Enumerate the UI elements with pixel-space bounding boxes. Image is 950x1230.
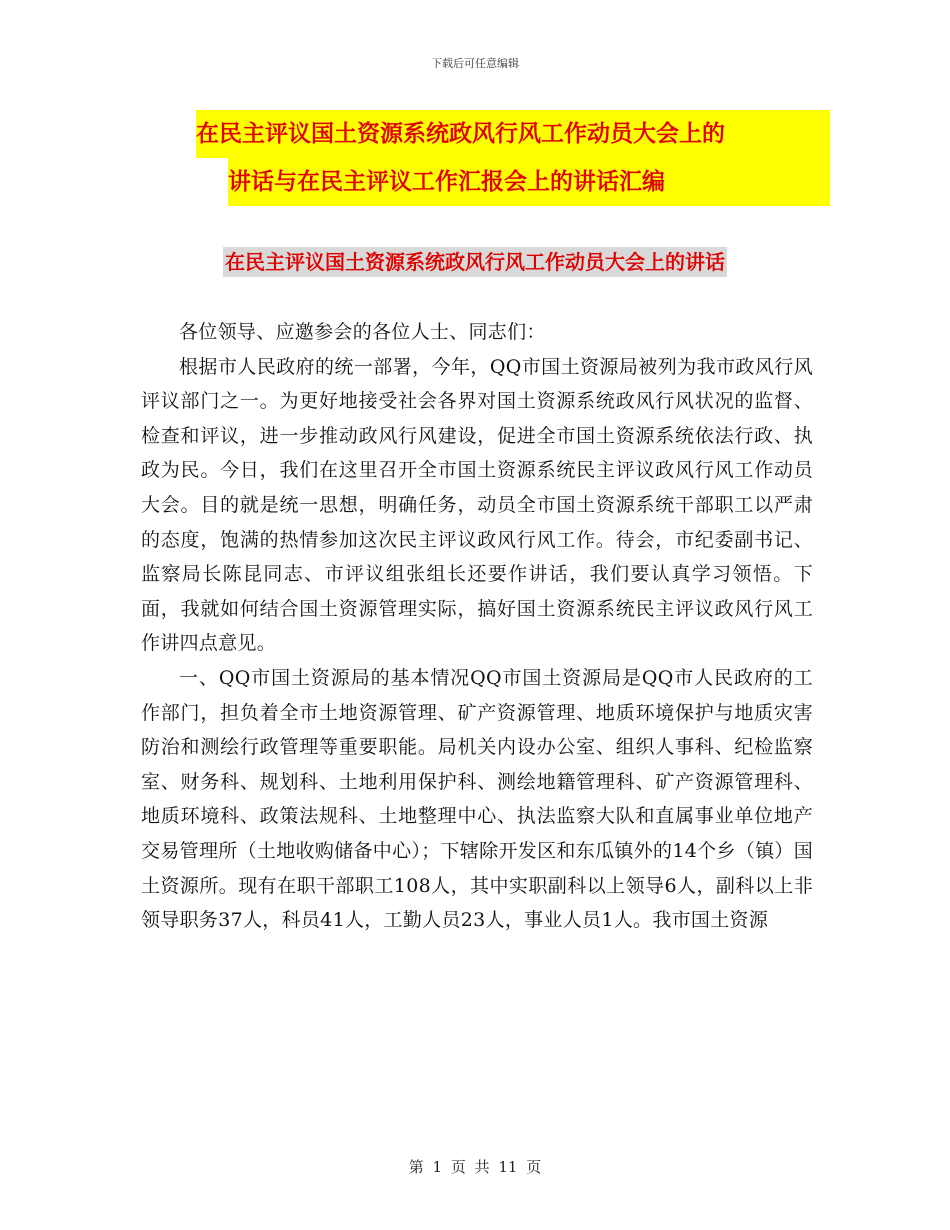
- document-title: [190, 110, 830, 206]
- document-title-line-1: [196, 110, 830, 158]
- document-title-line-2: [228, 158, 830, 206]
- salutation-paragraph: 各位领导、应邀参会的各位人士、同志们：: [179, 321, 546, 343]
- header-note: 下载后可任意编辑: [431, 57, 519, 70]
- section-title: [0, 246, 950, 275]
- section-title-text: 在民主评议国土资源系统政风行风工作动员大会上的讲话: [223, 247, 727, 277]
- body-paragraph: 根据市人民政府的统一部署，今年，QQ市国土资源局被列为我市政风行风评议部门之一。为更好地接受社会各界对国土资源系统政风行风状况的监督、检查和评议，进一步推动政风行风建设，促进全市国土资源系统依法行政、执政为民。今日，我们在这里召开全市国土资源系统民主评议政风行风工作动员大会。目的就是统一思想，明确任务，动员全市国土资源系统干部职工以严肃的态度，饱满的热情参加这次民主评议政风行风工作。待会，市纪委副书记、监察局长陈昆同志、市评议组张组长还要作讲话，我们要认真学习领悟。下面，我就如何结合国土资源管理实际，搞好国土资源系统民主评议政风行风工作讲四点意见。: [141, 355, 813, 655]
- document-body: [141, 315, 813, 938]
- document-title-line-1-text: 在民主评议国土资源系统政风行风工作动员大会上的: [196, 121, 725, 147]
- page-number-footer: 第 1 页 共 11 页: [408, 1158, 542, 1176]
- body-paragraph: 一、QQ市国土资源局的基本情况QQ市国土资源局是QQ市人民政府的工作部门，担负着全市土地资源管理、矿产资源管理、地质环境保护与地质灾害防治和测绘行政管理等重要职能。局机关内设办公室、组织人事科、纪检监察室、财务科、规划科、土地利用保护科、测绘地籍管理科、矿产资源管理科、地质环境科、政策法规科、土地整理中心、执法监察大队和直属事业单位地产交易管理所（土地收购储备中心）；下辖除开发区和东瓜镇外的14个乡（镇）国土资源所。现有在职干部职工108人，其中实职副科以上领导6人，副科以上非领导职务37人，科员41人，工勤人员23人，事业人员1人。我市国土资源: [141, 666, 813, 932]
- document-title-line-2-text: 讲话与在民主评议工作汇报会上的讲话汇编: [228, 169, 665, 195]
